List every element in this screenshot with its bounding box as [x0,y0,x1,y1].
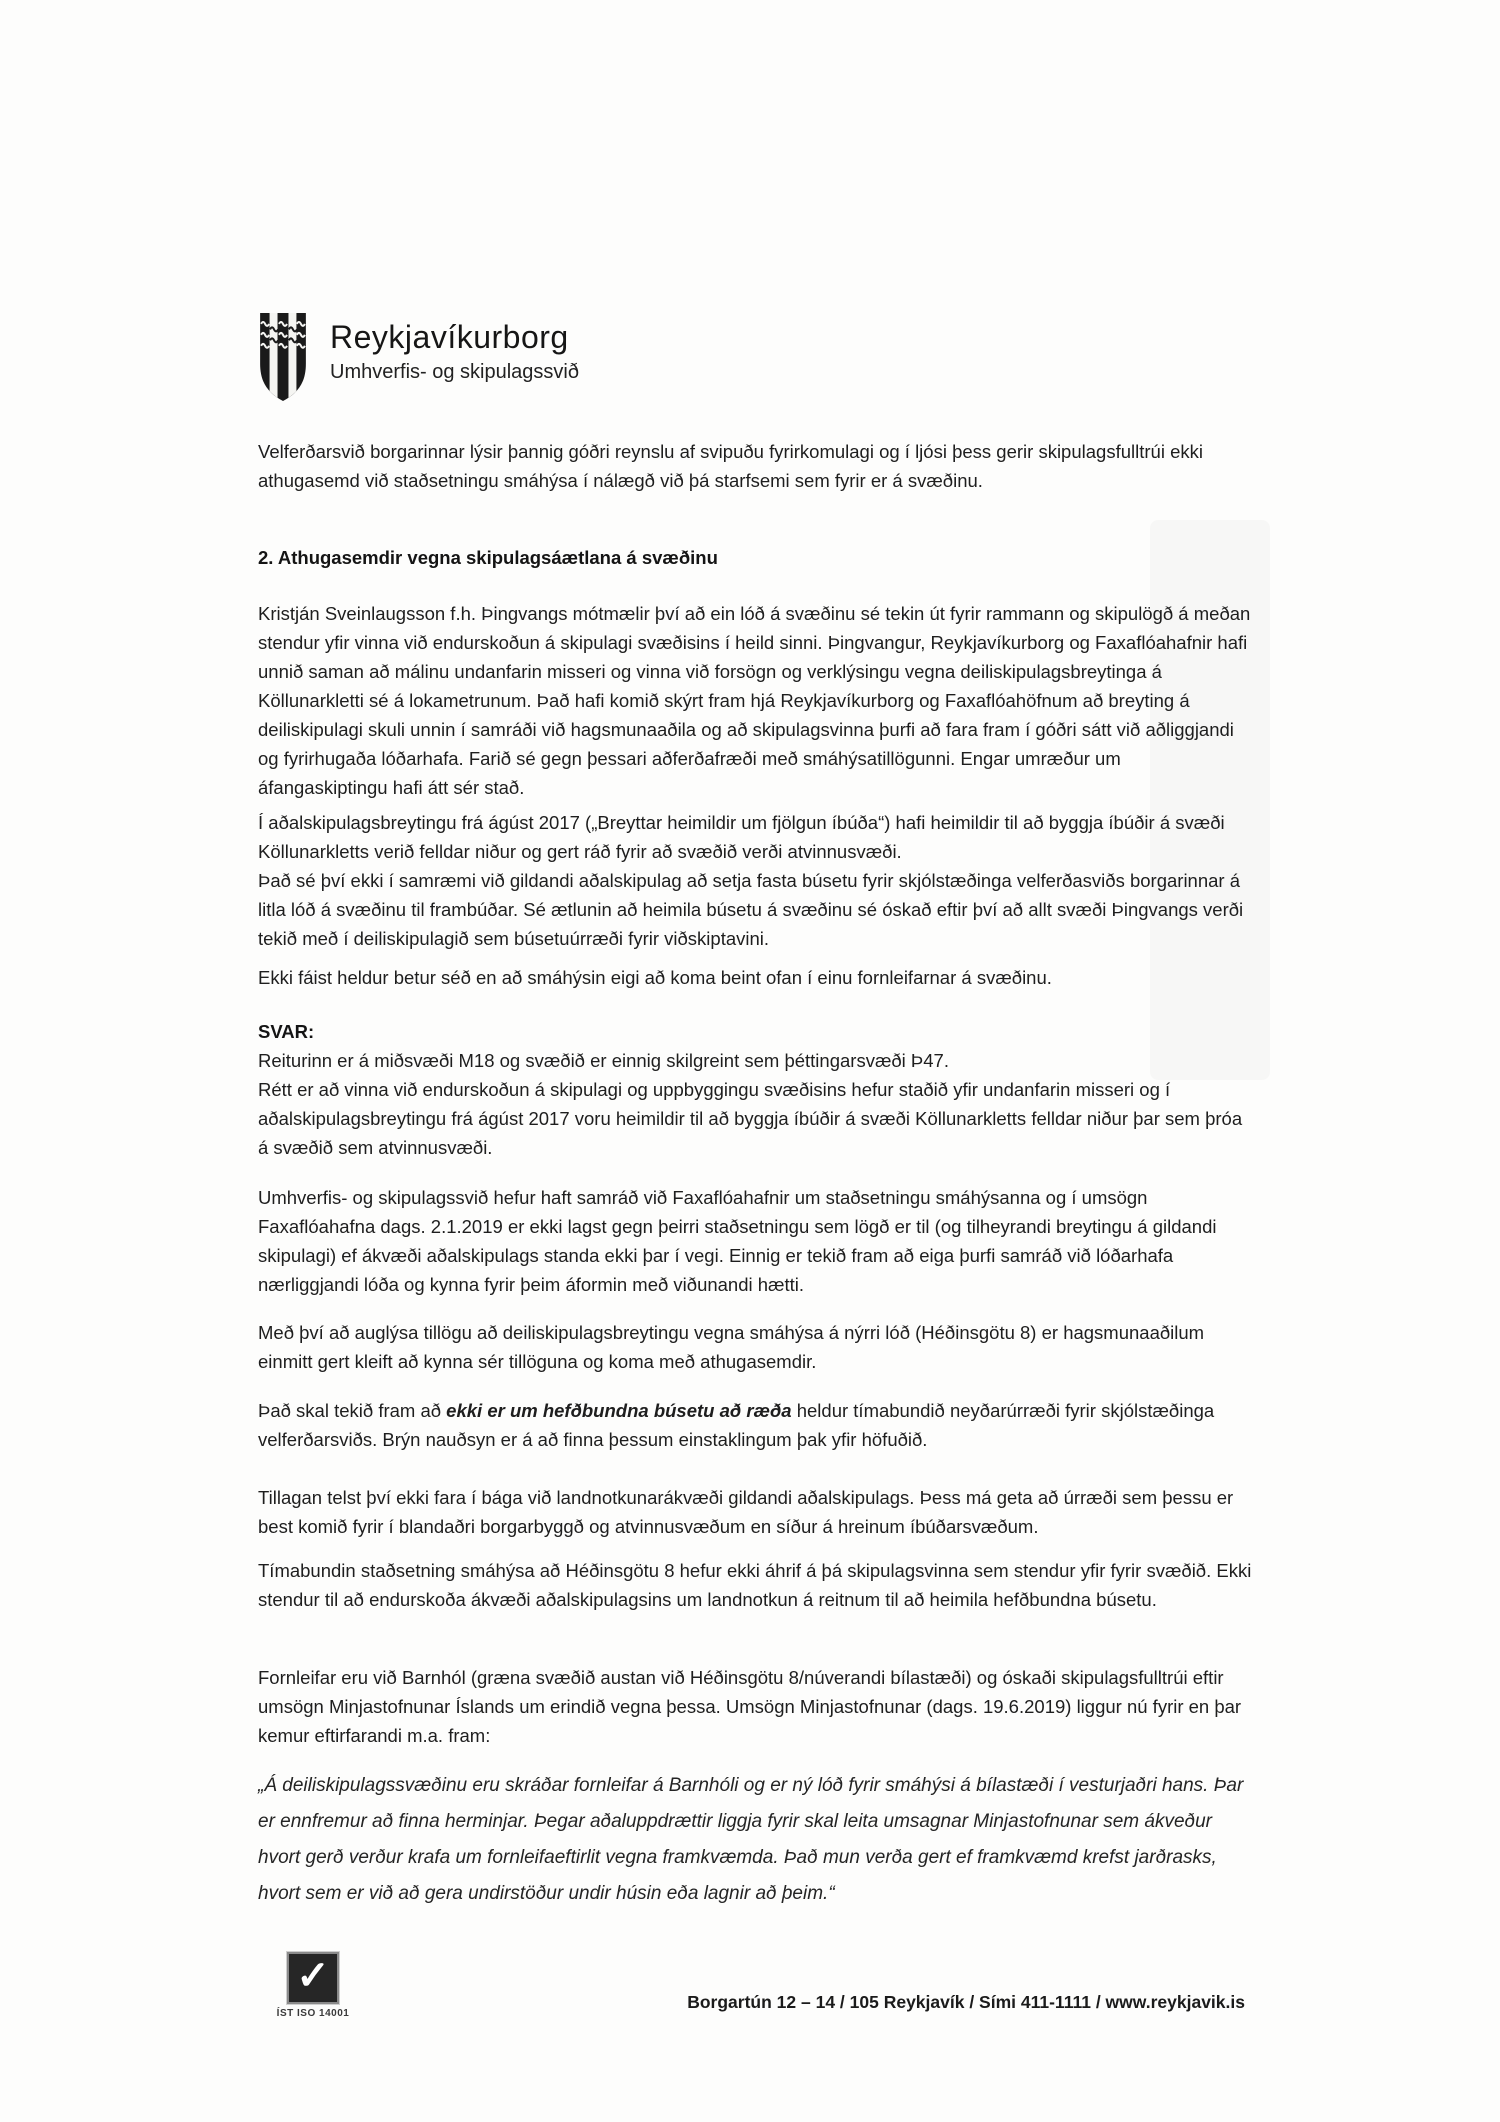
answer-paragraph-2: Umhverfis- og skipulagssvið hefur haft samráð við Faxaflóahafnir um staðsetningu smáhýsanna og í umsögn Faxaflóahafna dags. 2.1.2019 er ekki lagst gegn þeirri staðsetningu sem lögð er til (og tilheyrandi breytingu á gildandi skipulagi) ef ákvæði aðalskipulags standa ekki þar í vegi. Einnig er tekið fram að eiga þurfi samráð við lóðarhafa nærliggjandi lóða og kynna fyrir þeim áformin með viðunandi hætti. [258,1187,1217,1295]
objection-paragraph-2b: Það sé því ekki í samræmi við gildandi aðalskipulag að setja fasta búsetu fyrir skjólstæðinga velferðasviðs borgarinnar á litla lóð á svæðinu til frambúðar. Sé ætlunin að heimila búsetu á svæðinu sé óskað eftir því að allt svæði Þingvangs verði tekið með í deiliskipulagið sem búsetuúrræði fyrir viðskiptavini. [258,870,1244,949]
answer-paragraph-6: Tímabundin staðsetning smáhýsa að Héðinsgötu 8 hefur ekki áhrif á þá skipulagsvinna sem stendur yfir fyrir svæðið. Ekki stendur til að endurskoða ákvæði aðalskipulagsins um landnotkun á reitnum til að heimila hefðbundna búsetu. [258,1560,1252,1610]
answer-paragraph-1b: Rétt er að vinna við endurskoðun á skipulagi og uppbyggingu svæðisins hefur staðið yfir undanfarin misseri og í aðalskipulagsbreytingu frá ágúst 2017 voru heimildir til að byggja íbúðir á svæði Köllunarkletts felldar niður þar sem þróa á svæðið sem atvinnusvæði. [258,1079,1243,1158]
answer-paragraph-1a: Reiturinn er á miðsvæði M18 og svæðið er einnig skilgreint sem þéttingarsvæði Þ47. [258,1050,949,1071]
answer-paragraph-3: Með því að auglýsa tillögu að deiliskipulagsbreytingu vegna smáhýsa á nýrri lóð (Héðinsgötu 8) er hagsmunaaðilum einmitt gert kleift að kynna sér tillöguna og koma með athugasemdir. [258,1322,1205,1372]
objection-paragraph-2a: Í aðalskipulagsbreytingu frá ágúst 2017 („Breyttar heimildir um fjölgun íbúða“) hafi heimildir til að byggja íbúðir á svæði Köllunarkletts verið felldar niður og gert ráð fyrir að svæðið verði atvinnusvæði. [258,812,1225,862]
answer-paragraph-4 [258,1396,1252,1454]
answer-paragraph-5: Tillagan telst því ekki fara í bága við landnotkunarákvæði gildandi aðalskipulags. Þess má geta að úrræði sem þessu er best komið fyrir í blandaðri borgarbyggð og atvinnusvæðum en síður á hreinum íbúðarsvæðum. [258,1487,1234,1537]
answer-label: SVAR: [258,1021,315,1042]
answer-4-text-before: Það skal tekið fram að [258,1400,447,1421]
reykjavik-coat-of-arms-icon [258,311,308,403]
footer-contact-line: Borgartún 12 – 14 / 105 Reykjavík / Sími 411-1111 / www.reykjavik.is [687,1992,1245,2012]
org-name: Reykjavíkurborg [330,319,569,355]
objection-paragraph-3: Ekki fáist heldur betur séð en að smáhýsin eigi að koma beint ofan í einu fornleifarnar á svæðinu. [258,967,1052,988]
org-title-block [330,311,579,385]
intro-paragraph: Velferðarsvið borgarinnar lýsir þannig góðri reynslu af svipuðu fyrirkomulagi og í ljósi þess gerir skipulagsfulltrúi ekki athugasemd við staðsetningu smáhýsa í nálægð við þá starfsemi sem fyrir er á svæðinu. [258,441,1203,491]
answer-paragraph-7: Fornleifar eru við Barnhól (græna svæðið austan við Héðinsgötu 8/núverandi bílastæði) og óskaði skipulagsfulltrúi eftir umsögn Minjastofnunar Íslands um erindið vegna þessa. Umsögn Minjastofnunar (dags. 19.6.2019) liggur nú fyrir en þar kemur eftirfarandi m.a. fram: [258,1667,1242,1746]
letterhead [258,311,579,403]
objection-paragraph-1: Kristján Sveinlaugsson f.h. Þingvangs mótmælir því að ein lóð á svæðinu sé tekin út fyrir rammann og skipulögð á meðan stendur yfir vinna við endurskoðun á skipulagi svæðisins í heild sinni. Þingvangur, Reykjavíkurborg og Faxaflóahafnir hafi unnið saman að málinu undanfarin misseri og vinna við forsögn og verklýsingu vegna deiliskipulagsbreytinga á Köllunarkletti sé á lokametrunum. Það hafi komið skýrt fram hjá Reykjavíkurborg og Faxaflóahöfnum að breyting á deiliskipulagi skuli unnin í samráði við hagsmunaaðila og að skipulagsvinna þurfi að fara fram í góðri sátt við aðliggjandi og fyrirhugaða lóðarhafa. Farið sé gegn þessari aðferðafræði með smáhýsatillögunni. Engar umræður um áfangaskiptingu hafi átt sér stað. [258,603,1251,798]
objection-paragraph-2 [258,808,1252,953]
section-heading: 2. Athugasemdir vegna skipulagsáætlana á svæðinu [258,547,718,568]
iso-certification-badge [276,1952,350,2019]
iso-checkmark-icon: ✓ [287,1952,339,2004]
iso-label: ÍST ISO 14001 [276,2008,350,2019]
answer-4-text-after: heldur tímabundið neyðarúrræði fyrir skjólstæðinga velferðarsviðs. Brýn nauðsyn er á að finna þessum einstaklingum þak yfir höfuðið. [258,1400,1215,1450]
answer-4-emphasis: ekki er um hefðbundna búsetu að ræða [446,1400,792,1421]
answer-paragraph-1 [258,1046,1252,1162]
minjastofnun-quote: „Á deiliskipulagssvæðinu eru skráðar fornleifar á Barnhóli og er ný lóð fyrir smáhýsi á bílastæði í vesturjaðri hans. Þar er ennfremur að finna herminjar. Þegar aðaluppdrættir liggja fyrir skal leita umsagnar Minjastofnunar sem ákveður hvort gerð verður krafa um fornleifaeftirlit vegna framkvæmda. Það mun verða gert ef framkvæmd krefst jarðrasks, hvort sem er við að gera undirstöður undir húsin eða lagnir að þeim.“ [258,1775,1244,1904]
org-department: Umhverfis- og skipulagssvið [330,361,579,383]
